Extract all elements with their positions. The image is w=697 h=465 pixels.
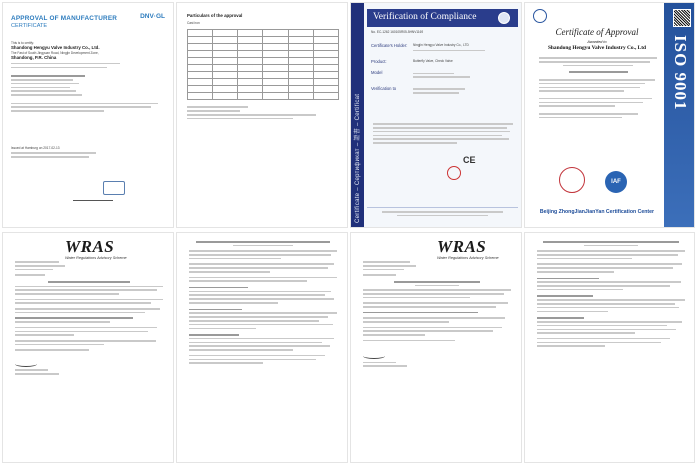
certificate-body	[539, 55, 657, 121]
text-line	[11, 103, 158, 105]
intro-text: This is to certify:	[11, 41, 35, 45]
verification-label: Verification to	[371, 86, 397, 92]
wras-logo	[437, 237, 499, 260]
text-line	[11, 106, 151, 108]
letter-body	[363, 259, 511, 369]
wras-letter-1	[2, 232, 174, 463]
wras-logo-subtitle: Water Regulations Advisory Scheme	[65, 256, 127, 260]
field-product	[371, 59, 516, 64]
signature	[73, 193, 113, 201]
text-line	[11, 156, 89, 158]
title-line-2: CERTIFICATE	[11, 23, 48, 29]
table-row	[188, 58, 339, 65]
table-row	[188, 51, 339, 58]
field-holder	[371, 43, 516, 53]
certification-center-name: Beijing ZhongJianJianYan Certification Center	[539, 209, 655, 215]
particulars-table	[187, 29, 339, 100]
signature	[363, 353, 385, 359]
text-line	[11, 67, 107, 69]
table-row	[188, 30, 339, 37]
qr-code-icon	[673, 9, 691, 27]
red-seal-icon	[447, 166, 461, 180]
wras-logo-mark: WRAS	[437, 237, 487, 256]
signature	[15, 361, 37, 367]
verification-of-compliance	[350, 2, 522, 228]
wras-logo-subtitle: Water Regulations Advisory Scheme	[437, 256, 499, 260]
text-line	[11, 110, 104, 112]
text-line	[187, 110, 240, 112]
table-row	[188, 86, 339, 93]
approval-details-body	[537, 241, 685, 349]
company-name: Shandong Hengyu Valve Industry Co., Ltd.	[11, 45, 100, 51]
text-line	[11, 90, 76, 92]
particulars-body	[187, 13, 339, 122]
company-city: Shandong, P.R. China	[11, 55, 57, 61]
table-row	[188, 93, 339, 100]
product-label: Product:	[371, 59, 387, 65]
text-line	[11, 83, 79, 85]
field-verification	[371, 86, 516, 96]
wras-logo-mark: WRAS	[65, 237, 115, 256]
certificate-title	[11, 15, 117, 29]
compliance-statement	[373, 121, 513, 146]
text-line	[187, 118, 293, 120]
company-address: The Fast of South Jingyuan Road, Ningjin Development Zone,	[11, 50, 99, 55]
text-line	[11, 75, 85, 77]
table-row	[188, 37, 339, 44]
material-subheading: Cast iron	[187, 21, 200, 25]
certificate-fields	[371, 43, 516, 102]
table-row	[188, 65, 339, 72]
title-line-1: APPROVAL OF MANUFACTURER	[11, 15, 118, 22]
certificate-title: Certificate of Approval	[555, 27, 639, 37]
dnv-gl-certificate	[2, 2, 174, 228]
text-line	[187, 114, 316, 116]
model-label: Model	[371, 70, 383, 76]
iso-9001-label: ISO 9001	[671, 35, 690, 111]
iso-side-band	[664, 3, 694, 227]
table-row	[188, 79, 339, 86]
banner-title: Verification of Compliance	[373, 12, 477, 22]
wras-logo	[65, 237, 127, 260]
table-row	[188, 44, 339, 51]
certificate-side-band	[351, 3, 364, 227]
ecm-logo-icon	[498, 12, 510, 24]
approval-particulars-page	[176, 2, 348, 228]
iso-certificate-of-approval	[524, 2, 695, 228]
particulars-heading: Particulars of the approval	[187, 13, 243, 18]
certificate-number: No. EC-1262 160105R05-5HNV1169	[371, 30, 424, 34]
text-line	[187, 106, 248, 108]
approval-details-body	[189, 241, 337, 366]
table-row	[188, 72, 339, 79]
red-seal-icon	[559, 167, 585, 193]
text-line	[11, 152, 96, 154]
issued-at: Issued at Hamburg on 2017-02-13	[11, 145, 60, 150]
wras-approval-details-2	[524, 232, 695, 463]
product-value: Butterfly Valve, Check Valve	[413, 59, 453, 64]
wras-approval-details-1	[176, 232, 348, 463]
wras-letter-2	[350, 232, 522, 463]
certification-logo-icon	[533, 9, 547, 23]
awarded-to: Awarded to	[587, 40, 607, 44]
holder-value: Ningjin Hengyu Valve Industry Co., LTD	[413, 43, 469, 47]
iaf-logo: IAF	[605, 171, 627, 193]
ce-mark: CE	[463, 155, 476, 165]
dnv-gl-logo: DNV·GL	[140, 13, 165, 20]
certificate-footer	[367, 207, 518, 223]
certificate-body	[11, 41, 166, 160]
letter-body	[15, 259, 163, 377]
side-band-text: Certificate – Сертификат – 證書 – Certificat	[355, 93, 361, 223]
text-line	[11, 87, 70, 89]
text-line	[11, 79, 73, 81]
compliance-banner	[367, 9, 518, 27]
text-line	[11, 63, 120, 65]
holder-label: Certificate's Holder:	[371, 43, 408, 48]
company-name: Shandong Hengyu Valve Industry Co., Ltd	[547, 45, 647, 51]
text-line	[11, 94, 82, 96]
field-model	[371, 70, 516, 80]
